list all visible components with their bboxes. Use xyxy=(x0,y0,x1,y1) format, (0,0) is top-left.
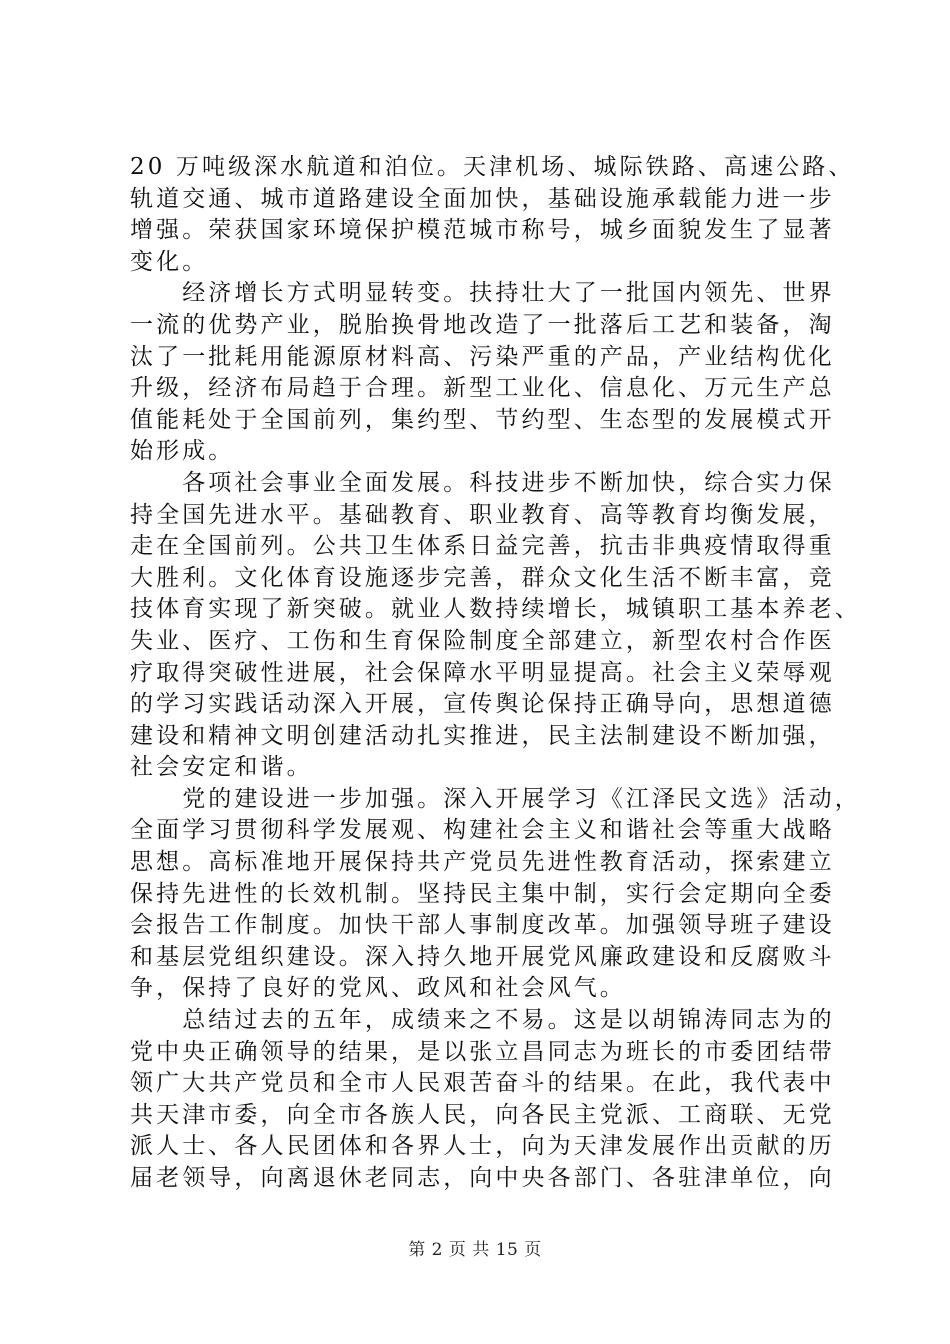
text-line: 保持先进性的长效机制。坚持民主集中制，实行会定期向全委 xyxy=(130,880,835,907)
text-line: 思想。高标准地开展保持共产党员先进性教育活动，探索建立 xyxy=(130,849,835,876)
text-line: 持全国先进水平。基础教育、职业教育、高等教育均衡发展， xyxy=(130,501,835,528)
text-line: 始形成。 xyxy=(130,438,235,465)
text-line: 值能耗处于全国前列，集约型、节约型、生态型的发展模式开 xyxy=(130,406,835,433)
body-text xyxy=(130,152,861,1195)
text-line: 全面学习贯彻科学发展观、构建社会主义和谐社会等重大战略 xyxy=(130,817,835,844)
text-line: 大胜利。文化体育设施逐步完善，群众文化生活不断丰富，竞 xyxy=(130,564,835,591)
text-line: 党的建设进一步加强。深入开展学习《江泽民文选》活动， xyxy=(130,785,861,812)
text-line: 届老领导，向离退休老同志，向中央各部门、各驻津单位，向 xyxy=(130,1165,835,1191)
paragraph-infrastructure xyxy=(130,152,855,278)
text-line: 会报告工作制度。加快干部人事制度改革。加强领导班子建设 xyxy=(130,912,835,939)
text-line: 建设和精神文明创建活动扎实推进，民主法制建设不断加强， xyxy=(130,722,835,749)
text-line: 增强。荣获国家环境保护模范城市称号，城乡面貌发生了显著 xyxy=(130,217,835,244)
text-line: 社会安定和谐。 xyxy=(130,754,313,781)
text-line: 总结过去的五年，成绩来之不易。这是以胡锦涛同志为的 xyxy=(130,1007,835,1034)
text-line: 走在全国前列。公共卫生体系日益完善，抗击非典疫情取得重 xyxy=(130,533,835,560)
paragraph-social-development xyxy=(130,468,861,784)
paragraph-summary xyxy=(130,1005,835,1195)
paragraph-party-building xyxy=(130,784,861,1005)
text-line: 经济增长方式明显转变。扶持壮大了一批国内领先、世界 xyxy=(130,280,835,307)
text-line: 汰了一批耗用能源原材料高、污染严重的产品，产业结构优化 xyxy=(130,343,835,370)
text-line: 党中央正确领导的结果，是以张立昌同志为班长的市委团结带 xyxy=(130,1038,835,1065)
paragraph-economic-growth xyxy=(130,278,835,468)
text-line: 疗取得突破性进展，社会保障水平明显提高。社会主义荣辱观 xyxy=(130,659,835,686)
text-line: 各项社会事业全面发展。科技进步不断加快，综合实力保 xyxy=(130,469,835,496)
text-line: 领广大共产党员和全市人民艰苦奋斗的结果。在此，我代表中 xyxy=(130,1070,835,1097)
text-line: 和基层党组织建设。深入持久地开展党风廉政建设和反腐败斗 xyxy=(130,943,835,970)
text-line: 派人士、各人民团体和各界人士，向为天津发展作出贡献的历 xyxy=(130,1133,835,1160)
text-line: 一流的优势产业，脱胎换骨地改造了一批落后工艺和装备，淘 xyxy=(130,311,835,338)
text-line: 共天津市委，向全市各族人民，向各民主党派、工商联、无党 xyxy=(130,1101,835,1128)
text-line: 技体育实现了新突破。就业人数持续增长，城镇职工基本养老、 xyxy=(130,596,861,623)
text-line: 的学习实践话动深入开展，宣传舆论保持正确导向，思想道德 xyxy=(130,691,835,718)
text-line: 失业、医疗、工伤和生育保险制度全部建立，新型农村合作医 xyxy=(130,627,835,654)
text-line: 20 万吨级深水航道和泊位。天津机场、城际铁路、高速公路、 xyxy=(130,154,855,180)
text-line: 变化。 xyxy=(130,248,209,275)
text-line: 争，保持了良好的党风、政风和社会风气。 xyxy=(130,975,626,1002)
text-line: 轨道交通、城市道路建设全面加快，基础设施承载能力进一步 xyxy=(130,185,835,212)
page-number-footer: 第 2 页 共 15 页 xyxy=(408,1240,542,1260)
text-line: 升级，经济布局趋于合理。新型工业化、信息化、万元生产总 xyxy=(130,375,835,402)
